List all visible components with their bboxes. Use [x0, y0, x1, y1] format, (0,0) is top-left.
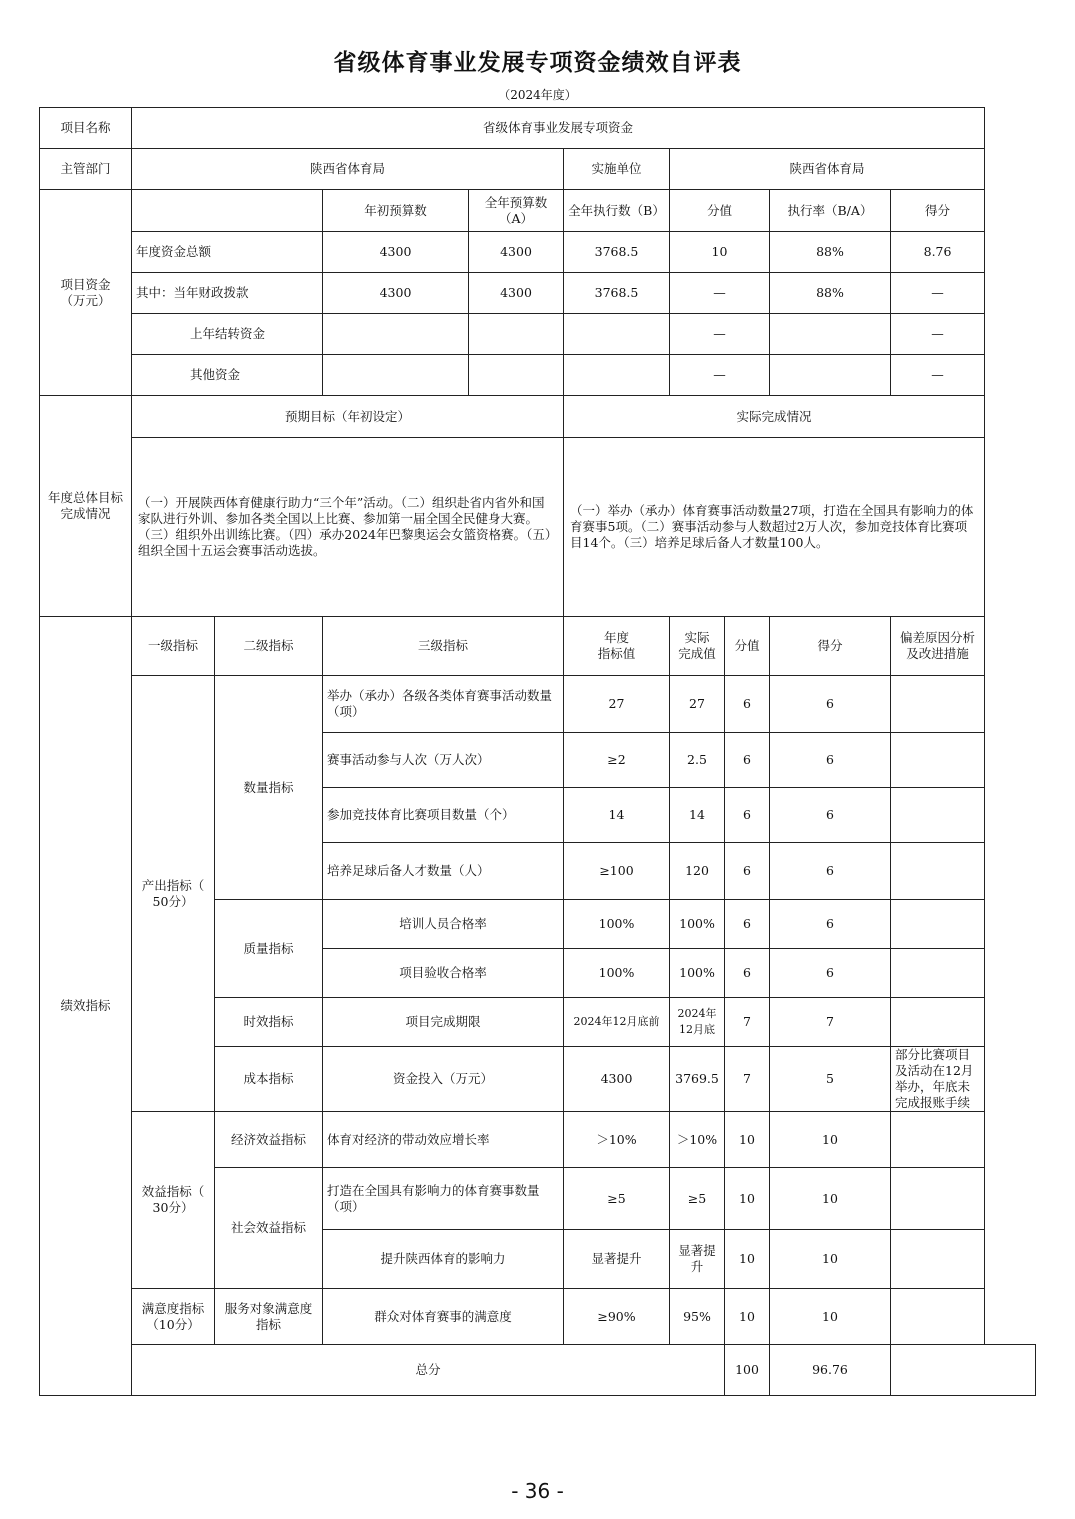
funds-cell: —	[891, 273, 985, 314]
indicator-target: 显著提升	[564, 1230, 670, 1289]
project-name: 省级体育事业发展专项资金	[132, 108, 985, 149]
indicator-analysis	[891, 1112, 985, 1168]
funds-header-executed: 全年执行数（B）	[564, 190, 670, 232]
indicator-name: 打造在全国具有影响力的体育赛事数量（项）	[323, 1168, 564, 1230]
impl-value: 陕西省体育局	[670, 149, 985, 190]
indicator-actual: 100%	[670, 949, 725, 998]
indicator-analysis	[891, 998, 985, 1047]
funds-row	[40, 232, 1036, 273]
indicator-actual: 120	[670, 843, 725, 900]
header-level2: 二级指标	[215, 617, 323, 676]
indicator-row	[40, 1112, 1036, 1168]
total-label: 总分	[132, 1345, 725, 1396]
indicator-actual: 100%	[670, 900, 725, 949]
actual-result-header: 实际完成情况	[564, 396, 985, 438]
indicator-target: 14	[564, 788, 670, 843]
funds-cell	[323, 314, 469, 355]
indicator-score: 7	[770, 998, 891, 1047]
indicator-weight: 10	[725, 1168, 770, 1230]
indicator-analysis	[891, 676, 985, 733]
funds-cell: 3768.5	[564, 232, 670, 273]
funds-header-annual: 全年预算数（A）	[469, 190, 564, 232]
total-blank	[891, 1345, 1036, 1396]
indicator-analysis	[891, 900, 985, 949]
indicator-actual: 显著提升	[670, 1230, 725, 1289]
indicator-score: 10	[770, 1168, 891, 1230]
level1-output: 产出指标（ 50分）	[132, 676, 215, 1112]
dept-label: 主管部门	[40, 149, 132, 190]
indicator-analysis	[891, 733, 985, 788]
funds-cell: 4300	[323, 273, 469, 314]
funds-header-initial: 年初预算数	[323, 190, 469, 232]
header-target: 年度 指标值	[564, 617, 670, 676]
indicator-actual: 27	[670, 676, 725, 733]
indicator-actual: 2.5	[670, 733, 725, 788]
indicator-score: 6	[770, 676, 891, 733]
funds-row	[40, 314, 1036, 355]
funds-cell: —	[670, 273, 770, 314]
funds-cell: —	[891, 355, 985, 396]
funds-cell: 88%	[770, 232, 891, 273]
indicator-target: 4300	[564, 1047, 670, 1112]
indicator-score: 10	[770, 1289, 891, 1345]
indicator-target: ＞10%	[564, 1112, 670, 1168]
funds-header-blank	[132, 190, 323, 232]
indicator-analysis: 部分比赛项目及活动在12月举办，年底未完成报账手续	[891, 1047, 985, 1112]
indicator-weight: 6	[725, 843, 770, 900]
header-level1: 一级指标	[132, 617, 215, 676]
header-score: 得分	[770, 617, 891, 676]
indicator-score: 10	[770, 1230, 891, 1289]
level2-service: 服务对象满意度 指标	[215, 1289, 323, 1345]
indicator-target: 27	[564, 676, 670, 733]
impl-label: 实施单位	[564, 149, 670, 190]
funds-cell	[323, 355, 469, 396]
indicator-name: 赛事活动参与人次（万人次）	[323, 733, 564, 788]
level2-timeliness: 时效指标	[215, 998, 323, 1047]
indicator-weight: 10	[725, 1112, 770, 1168]
funds-cell	[469, 314, 564, 355]
indicator-analysis	[891, 949, 985, 998]
funds-cell: 10	[670, 232, 770, 273]
indicator-target: 100%	[564, 949, 670, 998]
indicator-weight: 10	[725, 1230, 770, 1289]
funds-header-score: 得分	[891, 190, 985, 232]
indicator-name: 提升陕西体育的影响力	[323, 1230, 564, 1289]
level2-quantity: 数量指标	[215, 676, 323, 900]
funds-cell: 8.76	[891, 232, 985, 273]
total-score: 96.76	[770, 1345, 891, 1396]
header-weight: 分值	[725, 617, 770, 676]
funds-label: 项目资金 （万元）	[40, 190, 132, 396]
indicator-actual: 2024年12月底	[670, 998, 725, 1047]
indicator-score: 6	[770, 733, 891, 788]
indicator-actual: ＞10%	[670, 1112, 725, 1168]
indicator-weight: 6	[725, 733, 770, 788]
level1-benefit: 效益指标（ 30分）	[132, 1112, 215, 1289]
funds-cell: —	[670, 314, 770, 355]
goals-label: 年度总体目标 完成情况	[40, 396, 132, 617]
level2-economic: 经济效益指标	[215, 1112, 323, 1168]
funds-cell: 4300	[469, 232, 564, 273]
indicator-actual: 95%	[670, 1289, 725, 1345]
funds-row-label: 上年结转资金	[132, 314, 323, 355]
funds-header-rate: 执行率（B/A）	[770, 190, 891, 232]
indicator-score: 6	[770, 949, 891, 998]
indicator-actual: ≥5	[670, 1168, 725, 1230]
funds-cell: —	[891, 314, 985, 355]
indicator-score: 6	[770, 900, 891, 949]
funds-row-label: 其中：当年财政拨款	[132, 273, 323, 314]
document-title: 省级体育事业发展专项资金绩效自评表	[333, 50, 742, 76]
indicator-name: 举办（承办）各级各类体育赛事活动数量（项）	[323, 676, 564, 733]
level2-cost: 成本指标	[215, 1047, 323, 1112]
indicator-actual: 3769.5	[670, 1047, 725, 1112]
expected-goal-header: 预期目标（年初设定）	[132, 396, 564, 438]
actual-result-text: （一）举办（承办）体育赛事活动数量27项，打造在全国具有影响力的体育赛事5项。（二）赛事活动参与人数超过2万人次，参加竞技体育比赛项目14个。（三）培养足球后备人才数量100人。	[564, 438, 985, 617]
indicator-name: 群众对体育赛事的满意度	[323, 1289, 564, 1345]
indicator-name: 体育对经济的带动效应增长率	[323, 1112, 564, 1168]
document-year: （2024年度）	[498, 88, 577, 102]
funds-row	[40, 355, 1036, 396]
indicator-weight: 7	[725, 998, 770, 1047]
indicator-target: 2024年12月底前	[564, 998, 670, 1047]
funds-cell	[770, 314, 891, 355]
indicator-name: 项目完成期限	[323, 998, 564, 1047]
indicator-analysis	[891, 1168, 985, 1230]
funds-cell	[469, 355, 564, 396]
indicator-name: 项目验收合格率	[323, 949, 564, 998]
indicator-score: 5	[770, 1047, 891, 1112]
header-analysis: 偏差原因分析 及改进措施	[891, 617, 985, 676]
indicator-score: 6	[770, 788, 891, 843]
indicator-name: 培养足球后备人才数量（人）	[323, 843, 564, 900]
funds-cell: 3768.5	[564, 273, 670, 314]
indicator-row	[40, 676, 1036, 733]
funds-row-label: 年度资金总额	[132, 232, 323, 273]
indicator-actual: 14	[670, 788, 725, 843]
indicator-name: 参加竞技体育比赛项目数量（个）	[323, 788, 564, 843]
indicator-weight: 10	[725, 1289, 770, 1345]
indicator-target: ≥100	[564, 843, 670, 900]
indicator-weight: 6	[725, 788, 770, 843]
indicator-score: 6	[770, 843, 891, 900]
funds-row	[40, 273, 1036, 314]
dept-value: 陕西省体育局	[132, 149, 564, 190]
funds-row-label: 其他资金	[132, 355, 323, 396]
indicator-target: ≥90%	[564, 1289, 670, 1345]
indicator-name: 培训人员合格率	[323, 900, 564, 949]
level2-quality: 质量指标	[215, 900, 323, 998]
page-number: - 36 -	[511, 1479, 564, 1503]
indicator-weight: 6	[725, 900, 770, 949]
funds-cell	[564, 355, 670, 396]
indicator-analysis	[891, 1230, 985, 1289]
indicator-name: 资金投入（万元）	[323, 1047, 564, 1112]
indicator-score: 10	[770, 1112, 891, 1168]
level2-social: 社会效益指标	[215, 1168, 323, 1289]
indicator-weight: 6	[725, 949, 770, 998]
funds-cell	[770, 355, 891, 396]
header-level3: 三级指标	[323, 617, 564, 676]
indicator-analysis	[891, 788, 985, 843]
indicator-row	[40, 1289, 1036, 1345]
funds-cell	[564, 314, 670, 355]
level1-satisfaction: 满意度指标 （10分）	[132, 1289, 215, 1345]
indicator-analysis	[891, 843, 985, 900]
indicator-weight: 7	[725, 1047, 770, 1112]
funds-cell: 4300	[323, 232, 469, 273]
funds-cell: —	[670, 355, 770, 396]
indicator-target: ≥2	[564, 733, 670, 788]
funds-cell: 88%	[770, 273, 891, 314]
indicator-analysis	[891, 1289, 985, 1345]
funds-cell: 4300	[469, 273, 564, 314]
funds-header-weight: 分值	[670, 190, 770, 232]
project-name-label: 项目名称	[40, 108, 132, 149]
expected-goal-text: （一）开展陕西体育健康行助力“三个年”活动。（二）组织赴省内省外和国家队进行外训、参加各类全国以上比赛、参加第一届全国全民健身大赛。（三）组织外出训练比赛。（四）承办2024年巴黎奥运会女篮资格赛。（五）组织全国十五运会赛事活动选拔。	[132, 438, 564, 617]
indicator-target: 100%	[564, 900, 670, 949]
self-evaluation-table	[39, 107, 1036, 1396]
indicator-weight: 6	[725, 676, 770, 733]
performance-label: 绩效指标	[40, 617, 132, 1396]
total-weight: 100	[725, 1345, 770, 1396]
indicator-target: ≥5	[564, 1168, 670, 1230]
header-actual: 实际 完成值	[670, 617, 725, 676]
